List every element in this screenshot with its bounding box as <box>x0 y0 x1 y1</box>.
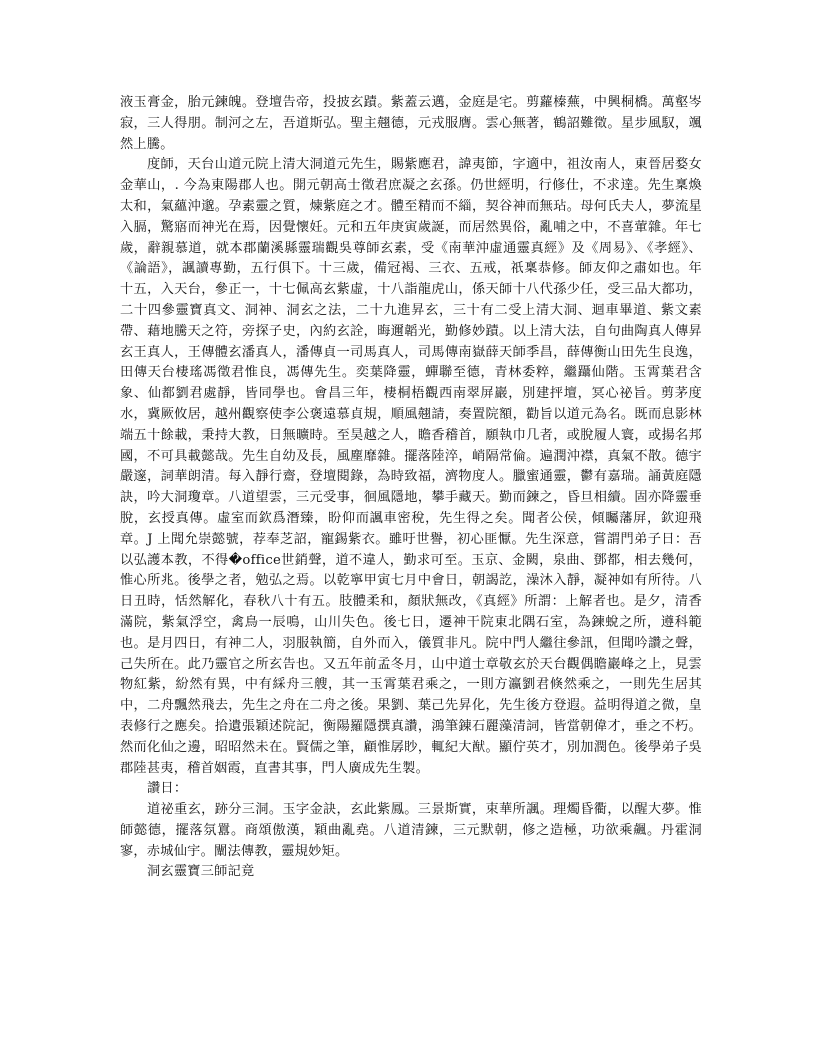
document-body <box>120 93 702 883</box>
verse-paragraph: 液玉膏金，胎元鍊魄。登壇告帝，投披玄蹟。紫蓋云邁，金庭是宅。剪蘿榛蕪，中興桐橋。萬壑岑寂，三人得朋。制河之左，吾道斯弘。聖主翹德，元戎服膺。雲心無著，鶴詔難徵。星步風馭，颯然上騰。 <box>120 95 702 152</box>
closing-line: 洞玄靈寶三師記竟 <box>147 864 255 880</box>
eulogy-heading: 讚日： <box>147 781 188 797</box>
eulogy-paragraph: 道祕重玄，跡分三洞。玉字金訣，玄此紫鳳。三景斯實，束華所諷。理燭昏衢，以醒大夢。惟師懿德，擺落氛囂。商頌傲漢，穎曲亂堯。八道清鍊，三元默朝，修之造極，功欲乘飆。丹霍洞寥，赤城仙宇。闡法傳教，靈規妙矩。 <box>120 802 702 859</box>
biography-paragraph: 度師，天台山道元院上清大洞道元先生，賜紫應君，諱夷節，字適中，祖汝南人，東晉居婺女金華山，. 今為東陽郡人也。開元朝高士徵君庶凝之玄孫。仍世經明，行修仕，不求達。先生稟煥太和，氣蘊沖邈。孕素靈之質，煉紫庭之才。體至精而不緇，契谷神而無玷。母何氏夫人，夢流星入膈，驚寤而神光在焉，因覺懷妊。元和五年庚寅歲誕，而居然異俗，亂哺之中，不喜葷雜。年七歲，辭親慕道，就本郡蘭溪縣靈瑞觀吳尊師玄素，受《南華沖虛通靈真經》及《周易》、《孝經》、《論語》，諷讀專勤，五行俱下。十三歲，備冠褐、三衣、五戒，祇稟恭修。師友仰之肅如也。年十五，入天台，參正一，十七佩高玄紫虛，十八詣龍虎山，係天師十八代孫少任，受三品大都功，二十四參靈寶真文、洞神、洞玄之法，二十九進昇玄，三十有二受上清大洞、迴車畢道、紫文素帶、藉地騰天之符，旁探子史，內約玄詮，晦邇韜光，勤修妙蹟。以上清大法，自句曲陶真人傳昇玄王真人，王傳體玄潘真人，潘傳貞一司馬真人，司馬傳南嶽薛天師季昌，薛傳衡山田先生良逸，田傳天台棲瑤馮徵君惟良，馮傳先生。奕葉降靈，蟬聯至德，青林委粹，繼躡仙階。玉霄葉君含象、仙都劉君處靜，皆同學也。會昌三年，棲桐梧觀西南翠屏巖，別建抨壇，冥心祕旨。剪茅度水，冀厥攸居，越州觀察使李公褒遠慕貞規，順風翹請，奏置院額，勸旨以道元為名。既而息影林端五十餘載，秉持大教，日無曠時。至昊越之人，瞻香稽首，願執巾几者，或脫履人寰，或揚名邦國，不可具載懿哉。先生自幼及長，風塵靡雜。擺落陸淬，峭隔常倫。遍潤沖襟，真氣不散。德宇嚴邃，詞華朗清。每入靜行齋，登壇閱錄，為時致福，濟物度人。臘蜜通靈，鬱有嘉瑞。誦黃庭隱訣，吟大洞瓊章。八道望雲，三元受事，徊風隱地，攀手藏天。勤而鍊之，昏旦相續。固亦降靈垂脫，玄授真傳。虛室而欽爲潛臻，盼仰而諷車密稅，先生得之矣。聞者公侯，傾矚藩屏，欽迎飛章。J 上聞允崇懿號，荐奉芝詔，寵錫紫衣。雖吁世譽，初心匪懨。先生深意，嘗謂門弟子日：吾以弘護本教，不得�office世銷聲，道不違人，勤求可至。玉京、金闕，泉曲、鄧都，相去幾何，惟心所兆。後學之者，勉弘之焉。以乾寧甲寅七月中會日，朝謁訖，澡沐入靜，凝神如有所待。八日丑時，恬然解化，春秋八十有五。肢體柔和，顏狀無改，《真經》所謂：上解者也。是夕，清香滿院，紫氣浮空，禽鳥一辰鳴，山川失色。後七日，遷神干院東北隅石室，為鍊蛻之所，遵科範也。是月四日，有神二人，羽服執簡，自外而入，儀質非凡。院中門人繼往參訊，但聞吟讚之聲，己失所在。此乃靈官之所玄告也。又五年前孟冬月，山中道士章敬玄於天台觀偶瞻巖峰之上，見雲物紅紫，紛然有異，中有綵舟三艘，其一玉霄葉君乘之，一則方瀛劉君倏然乘之，一則先生居其中，二舟飄然飛去，先生之舟在二舟之後。果劉、葉己先昇化，先生後方登遐。益明得道之微，皇表修行之應矣。拾遺張穎述院記，衡陽羅隱撰真讚，鴻筆錬石麗藻清詞，皆當朝偉才，垂之不朽。然而化仙之邊，昭昭然未在。賢儒之筆，顧惟孱眇，輒紀大猷。顯佇英才，別加潤色。後學弟子吳郡陸甚夷，稽首姻霞，直書其事，門人廣成先生製。 <box>120 157 702 776</box>
